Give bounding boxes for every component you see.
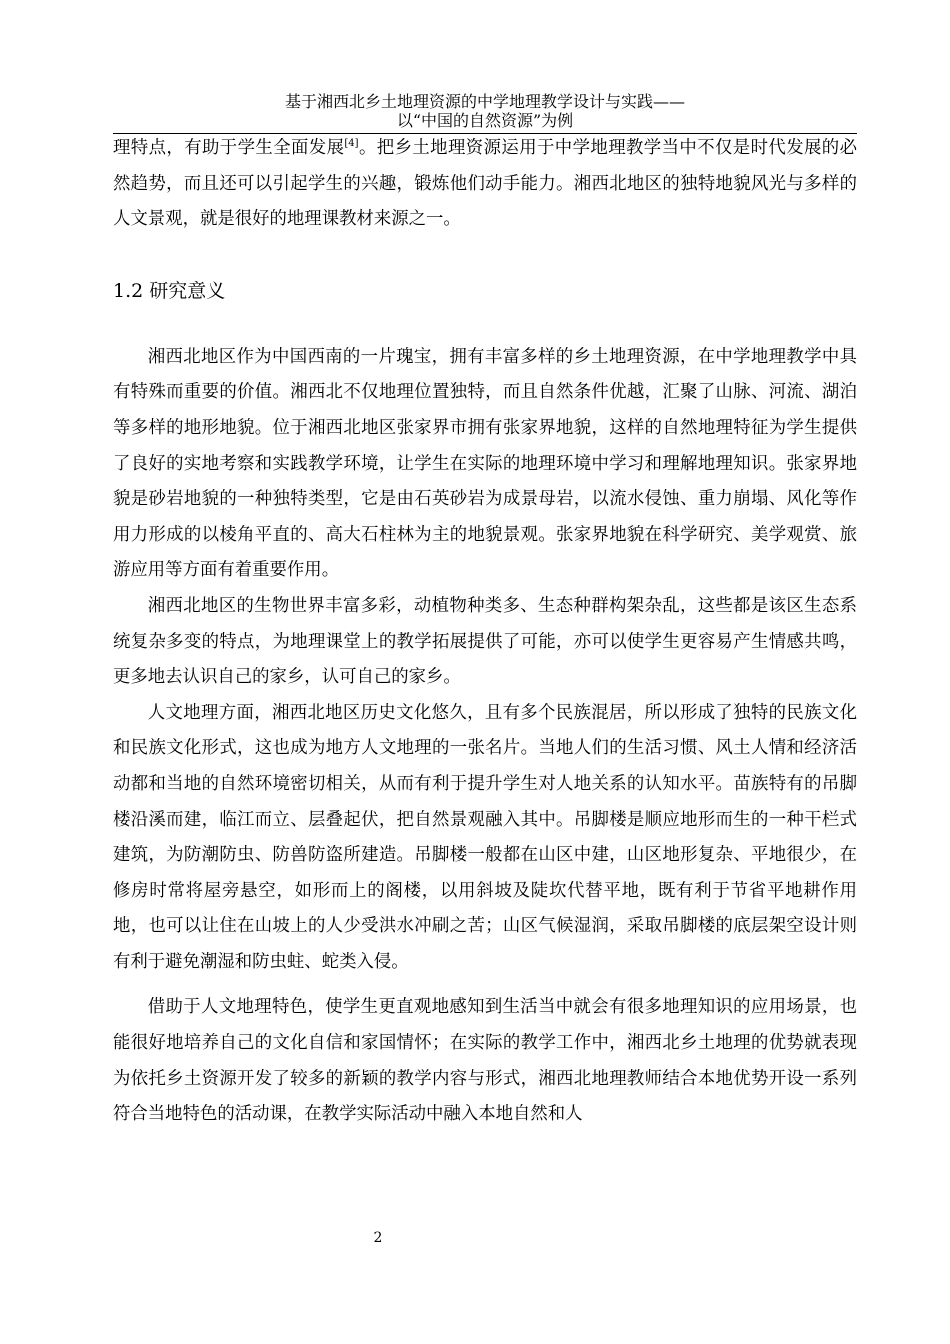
section-number: 1.2 <box>113 279 144 302</box>
intro-text-after-citation: 。把乡土地理资源运用于中学地理教学当中不仅是时代发展的必然趋势，而且还可以引起学生的兴趣，锻炼他们动手能力。湘西北地区的独特地貌风光与多样的人文景观，就是很好的地理课教材来源之一。 <box>113 138 857 230</box>
body-paragraph-1: 湘西北地区作为中国西南的一片瑰宝，拥有丰富多样的乡土地理资源，在中学地理教学中具有特殊而重要的价值。湘西北不仅地理位置独特，而且自然条件优越，汇聚了山脉、河流、湖泊等多样的地形地貌。位于湘西北地区张家界市拥有张家界地貌，这样的自然地理特征为学生提供了良好的实地考察和实践教学环境，让学生在实际的地理环境中学习和理解地理知识。张家界地貌是砂岩地貌的一种独特类型，它是由石英砂岩为成景母岩，以流水侵蚀、重力崩塌、风化等作用力形成的以棱角平直的、高大石柱林为主的地貌景观。张家界地貌在科学研究、美学观赏、旅游应用等方面有着重要作用。 <box>113 346 857 581</box>
intro-text-before-citation: 理特点，有助于学生全面发展 <box>113 138 345 158</box>
citation-ref: [4] <box>344 138 359 150</box>
running-header <box>113 92 857 130</box>
section-title: 研究意义 <box>149 279 226 302</box>
header-title-line-1: 基于湘西北乡土地理资源的中学地理教学设计与实践—— <box>284 92 685 111</box>
page-number: 2 <box>373 1230 383 1246</box>
body-paragraph-4: 借助于人文地理特色，使学生更直观地感知到生活当中就会有很多地理知识的应用场景，也能很好地培养自己的文化自信和家国情怀；在实际的教学工作中，湘西北乡土地理的优势就表现为依托乡土资源开发了较多的新颖的教学内容与形式，湘西北地理教师结合本地优势开设一系列符合当地特色的活动课，在教学实际活动中融入本地自然和人 <box>113 997 857 1125</box>
paragraph-gap <box>113 980 857 990</box>
body-paragraph-3: 人文地理方面，湘西北地区历史文化悠久，且有多个民族混居，所以形成了独特的民族文化和民族文化形式，这也成为地方人文地理的一张名片。当地人们的生活习惯、风土人情和经济活动都和当地的自然环境密切相关，从而有利于提升学生对人地关系的认知水平。苗族特有的吊脚楼沿溪而建，临江而立、层叠起伏，把自然景观融入其中。吊脚楼是顺应地形而生的一种干栏式建筑，为防潮防虫、防兽防盗所建造。吊脚楼一般都在山区中建，山区地形复杂、平地很少，在修房时常将屋旁悬空，如形而上的阁楼，以用斜坡及陡坎代替平地，既有利于节省平地耕作用地，也可以让住在山坡上的人少受洪水冲刷之苦；山区气候湿润，采取吊脚楼的底层架空设计则有利于避免潮湿和防虫蛀、蛇类入侵。 <box>113 702 857 972</box>
section-heading <box>113 274 857 308</box>
body-text <box>113 131 857 1133</box>
header-title-line-2: 以“中国的自然资源”为例 <box>396 111 574 130</box>
intro-paragraph <box>113 131 857 238</box>
body-paragraph-2: 湘西北地区的生物世界丰富多彩，动植物种类多、生态种群构架杂乱，这些都是该区生态系统复杂多变的特点，为地理课堂上的教学拓展提供了可能，亦可以使学生更容易产生情感共鸣，更多地去认识自己的家乡，认可自己的家乡。 <box>113 595 857 688</box>
